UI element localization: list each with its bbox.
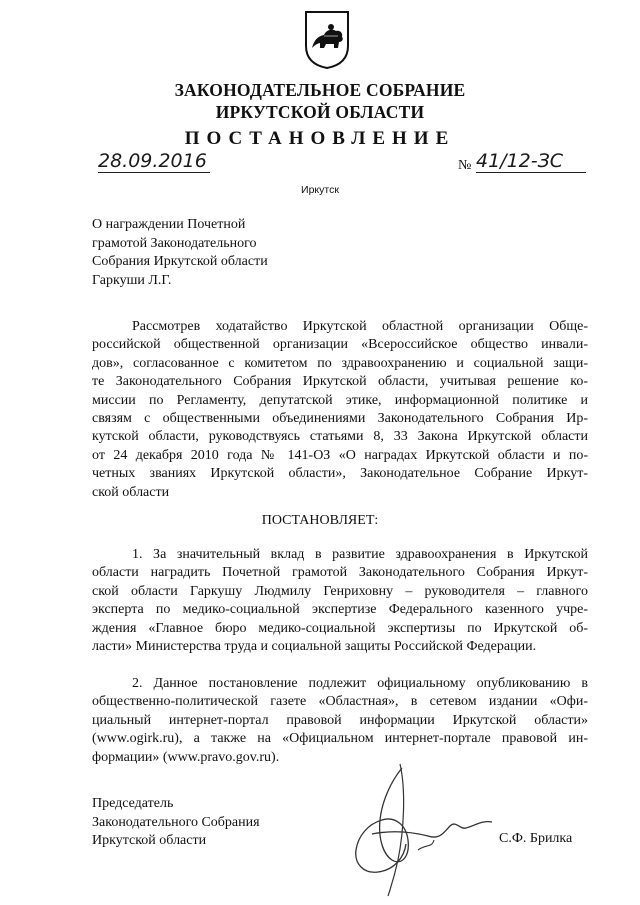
document-type: ПОСТАНОВЛЕНИЕ xyxy=(184,128,456,149)
text-line: ской области Гаркушу Людмилу Генриховну – руководителя – главного xyxy=(92,583,588,599)
org-name-line1: ЗАКОНОДАТЕЛЬНОЕ СОБРАНИЕ xyxy=(174,80,466,100)
handwritten-signature xyxy=(332,760,502,900)
subject-line: О награждении Почетной xyxy=(92,217,246,232)
decree-word: ПОСТАНОВЛЯЕТ: xyxy=(261,513,379,528)
text-line: 1. За значительный вклад в развитие здравоохранения в Иркутской xyxy=(132,547,588,562)
text-line: кутской области, руководствуясь статьями 8, 33 Закона Иркутской области xyxy=(92,429,588,445)
document-date: 28.09.2016 xyxy=(98,150,210,173)
text-line: связям с общественными объединениями Законодательного Собрания Ир- xyxy=(92,411,588,427)
text-line: дов», согласованное с комитетом по здравоохранению и социальной защи- xyxy=(92,355,588,371)
text-line: четных званиях Иркутской области», Законодательное Собрание Иркут- xyxy=(92,466,588,482)
text-line: формации» (www.pravo.gov.ru). xyxy=(92,749,280,765)
document-subject xyxy=(92,216,278,290)
text-line: от 24 декабря 2010 года № 141-ОЗ «О наградах Иркутской области и по- xyxy=(92,447,588,463)
chairman-title xyxy=(92,795,312,851)
text-line: российской общественной организации «Всероссийское общество инвали- xyxy=(92,337,588,353)
text-line: те Законодательного Собрания Иркутской области, учитывая решение ко- xyxy=(92,374,588,390)
text-line: ской области xyxy=(92,484,170,500)
text-line: эксперта по медико-социальной экспертизе Федерального казенного учре- xyxy=(92,602,588,618)
text-line: области наградить Почетной грамотой Законодательного Собрания Иркут- xyxy=(92,565,588,581)
org-name-line2: ИРКУТСКОЙ ОБЛАСТИ xyxy=(215,102,425,122)
text-line: ласти» Министерства труда и социальной защиты Российской Федерации. xyxy=(92,639,537,655)
document-number: 41/12-ЗС xyxy=(476,150,586,173)
chairman-line: Председатель xyxy=(92,796,174,811)
text-line: ждения «Главное бюро медико-социальной экспертизы по Иркутской об- xyxy=(92,620,588,636)
text-line: (www.ogirk.ru), а также на «Официальном интернет-портале правовой ин- xyxy=(92,731,588,747)
text-line: циальный интернет-портал правовой информации Иркутской области» xyxy=(92,712,588,728)
text-line: Рассмотрев ходатайство Иркутской областной организации Обще- xyxy=(132,319,588,334)
signer-name: С.Ф. Брилка xyxy=(499,831,573,846)
item-1-paragraph xyxy=(92,546,588,656)
item-2-paragraph xyxy=(92,675,588,767)
coat-of-arms-icon xyxy=(304,10,350,70)
subject-line: грамотой Законодательного xyxy=(92,235,257,251)
text-line: 2. Данное постановление подлежит официальному опубликованию в xyxy=(132,676,588,691)
text-line: миссии по Регламенту, депутатской этике, информационной политике и xyxy=(92,392,588,408)
subject-line: Собрания Иркутской области xyxy=(92,254,268,269)
subject-line: Гаркуши Л.Г. xyxy=(92,272,172,288)
chairman-line: Иркутской области xyxy=(92,833,207,848)
number-sign: № xyxy=(458,158,472,173)
city-name: Иркутск xyxy=(301,184,339,196)
chairman-line: Законодательного Собрания xyxy=(92,814,260,830)
preamble-paragraph xyxy=(92,318,588,502)
text-line: общественно-политической газете «Областная», в сетевом издании «Офи- xyxy=(92,694,588,710)
